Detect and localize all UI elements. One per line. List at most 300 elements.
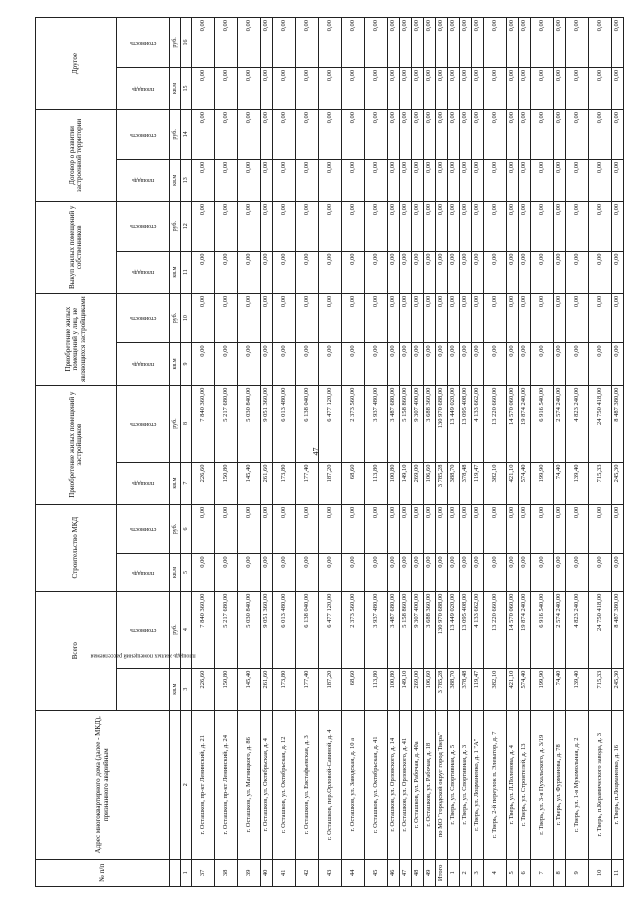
zero-cell: 0,00 — [388, 110, 400, 160]
unit-cell: кв.м — [170, 251, 181, 293]
zero-cell: 0,00 — [319, 67, 342, 109]
acq-dev-area: 388,70 — [448, 462, 460, 504]
zero-cell: 0,00 — [273, 293, 296, 343]
zero-cell: 0,00 — [261, 251, 273, 293]
zero-cell: 0,00 — [365, 67, 388, 109]
acq-dev-cost: 5 030 840,00 — [238, 385, 261, 462]
construction-area: 0,00 — [448, 554, 460, 591]
acq-dev-cost: 2 574 240,00 — [554, 385, 566, 462]
total-area: 113,80 — [365, 668, 388, 710]
zero-cell: 0,00 — [554, 110, 566, 160]
zero-cell: 0,00 — [484, 159, 507, 201]
zero-cell: 0,00 — [612, 201, 624, 251]
acq-dev-cost: 5 158 860,00 — [400, 385, 412, 462]
zero-cell: 0,00 — [424, 110, 436, 160]
zero-cell: 0,00 — [507, 251, 519, 293]
subheader-label: площадь — [131, 480, 154, 487]
zero-cell: 0,00 — [448, 293, 460, 343]
zero-cell: 0,00 — [472, 159, 484, 201]
total-area: 68,60 — [342, 668, 365, 710]
total-cost: 5 217 680,00 — [215, 591, 238, 668]
zero-cell: 0,00 — [365, 343, 388, 385]
zero-cell: 0,00 — [589, 67, 612, 109]
total-cost: 3 937 480,00 — [365, 591, 388, 668]
zero-cell: 0,00 — [531, 67, 554, 109]
zero-cell: 0,00 — [531, 343, 554, 385]
construction-cost: 0,00 — [296, 504, 319, 554]
row-address: г. Осташков, ул. Рабочая, д. 18 — [424, 710, 436, 859]
zero-cell: 0,00 — [448, 159, 460, 201]
acq-dev-cost: 6 477 120,00 — [319, 385, 342, 462]
total-cost: 4 133 662,00 — [472, 591, 484, 668]
subheader-cell — [117, 201, 170, 251]
total-cost: 6 477 120,00 — [319, 591, 342, 668]
zero-cell: 0,00 — [472, 251, 484, 293]
row-number: Итого — [436, 859, 448, 886]
zero-cell: 0,00 — [531, 251, 554, 293]
zero-cell: 0,00 — [566, 293, 589, 343]
zero-cell: 0,00 — [319, 293, 342, 343]
zero-cell: 0,00 — [215, 18, 238, 68]
zero-cell: 0,00 — [238, 159, 261, 201]
unit-cell — [170, 859, 181, 886]
zero-cell: 0,00 — [238, 293, 261, 343]
zero-cell: 0,00 — [424, 343, 436, 385]
unit-cell: руб. — [170, 201, 181, 251]
row-address: г. Осташков, ул. Октябрьская, д. 41 — [365, 710, 388, 859]
subheader-cell — [117, 343, 170, 385]
subheader-label: площадь — [131, 177, 154, 184]
total-area: 378,48 — [460, 668, 472, 710]
zero-cell: 0,00 — [342, 293, 365, 343]
zero-cell: 0,00 — [460, 201, 472, 251]
unit-cell: кв.м — [170, 67, 181, 109]
row-address: г. Осташков, ул. Орловского, д. 14 — [388, 710, 400, 859]
zero-cell: 0,00 — [424, 67, 436, 109]
acq-dev-area: 68,60 — [342, 462, 365, 504]
row-address: г. Тверь, п.Лоцманенко, д. 16 — [612, 710, 624, 859]
zero-cell: 0,00 — [296, 159, 319, 201]
zero-cell: 0,00 — [589, 159, 612, 201]
zero-cell: 0,00 — [448, 110, 460, 160]
acq-dev-area: 119,47 — [472, 462, 484, 504]
subheader-label: площадь — [131, 85, 154, 92]
subheader-cell — [117, 67, 170, 109]
zero-cell: 0,00 — [612, 159, 624, 201]
zero-cell: 0,00 — [215, 343, 238, 385]
zero-cell: 0,00 — [238, 343, 261, 385]
unit-cell: кв.м — [170, 343, 181, 385]
total-cost: 14 570 060,00 — [507, 591, 519, 668]
unit-cell: кв.м — [170, 159, 181, 201]
zero-cell: 0,00 — [566, 110, 589, 160]
row-address: г. Тверь, ул. Спортивная, д. 5 — [448, 710, 460, 859]
total-cost: 4 823 240,00 — [566, 591, 589, 668]
table-row — [273, 18, 296, 887]
zero-cell: 0,00 — [296, 110, 319, 160]
zero-cell: 0,00 — [507, 110, 519, 160]
total-area: 574,40 — [519, 668, 531, 710]
zero-cell: 0,00 — [261, 18, 273, 68]
total-area: 149,10 — [400, 668, 412, 710]
table-row — [412, 18, 424, 887]
total-area: 139,40 — [566, 668, 589, 710]
table-row — [566, 18, 589, 887]
zero-cell: 0,00 — [365, 251, 388, 293]
zero-cell: 0,00 — [436, 251, 448, 293]
acq-dev-area: 150,80 — [215, 462, 238, 504]
row-address: г. Тверь, 2-й переулок п. Элеватор, д. 7 — [484, 710, 507, 859]
page-number: 47 — [311, 447, 321, 456]
total-area: 261,60 — [261, 668, 273, 710]
acq-dev-cost: 3 487 680,00 — [388, 385, 400, 462]
subheader-cell — [117, 554, 170, 591]
row-number: 49 — [424, 859, 436, 886]
zero-cell: 0,00 — [192, 343, 215, 385]
zero-cell: 0,00 — [589, 110, 612, 160]
zero-cell: 0,00 — [531, 110, 554, 160]
construction-cost: 0,00 — [388, 504, 400, 554]
construction-area: 0,00 — [436, 554, 448, 591]
acq-dev-area: 715,33 — [589, 462, 612, 504]
zero-cell: 0,00 — [412, 110, 424, 160]
zero-cell: 0,00 — [400, 159, 412, 201]
zero-cell: 0,00 — [531, 159, 554, 201]
acq-dev-area: 113,80 — [365, 462, 388, 504]
row-address: г. Осташков, ул. Евстафьевская, д. 3 — [296, 710, 319, 859]
acq-dev-cost: 2 373 560,00 — [342, 385, 365, 462]
zero-cell: 0,00 — [365, 18, 388, 68]
zero-cell: 0,00 — [400, 110, 412, 160]
zero-cell: 0,00 — [519, 18, 531, 68]
construction-cost: 0,00 — [612, 504, 624, 554]
acq-dev-cost: 13 095 408,00 — [460, 385, 472, 462]
zero-cell: 0,00 — [519, 343, 531, 385]
subheader-cell — [117, 462, 170, 504]
table-row — [589, 18, 612, 887]
zero-cell: 0,00 — [215, 110, 238, 160]
total-area: 150,80 — [215, 668, 238, 710]
zero-cell: 0,00 — [388, 201, 400, 251]
zero-cell: 0,00 — [400, 201, 412, 251]
zero-cell: 0,00 — [238, 67, 261, 109]
zero-cell: 0,00 — [436, 293, 448, 343]
acq-dev-area: 173,80 — [273, 462, 296, 504]
zero-cell: 0,00 — [472, 67, 484, 109]
zero-cell: 0,00 — [273, 159, 296, 201]
zero-cell: 0,00 — [448, 18, 460, 68]
header-acq-nondev: Приобретение жилых помещений у лиц, не являющихся застройщиками — [36, 293, 117, 385]
table-row — [460, 18, 472, 887]
row-number: 4 — [484, 859, 507, 886]
column-index: 5 — [181, 554, 192, 591]
acq-dev-area: 574,40 — [519, 462, 531, 504]
construction-cost: 0,00 — [566, 504, 589, 554]
row-address: г. Тверь, ул. Лоцманенко, д. 1 "А" — [472, 710, 484, 859]
table-row — [192, 18, 215, 887]
subheader-label: стоимость — [129, 315, 156, 322]
zero-cell: 0,00 — [412, 67, 424, 109]
total-cost: 9 051 360,00 — [261, 591, 273, 668]
total-cost: 19 874 240,00 — [519, 591, 531, 668]
column-index: 2 — [181, 710, 192, 859]
table-row — [612, 18, 624, 887]
zero-cell: 0,00 — [507, 18, 519, 68]
column-index: 4 — [181, 591, 192, 668]
row-number: 39 — [238, 859, 261, 886]
zero-cell: 0,00 — [319, 343, 342, 385]
zero-cell: 0,00 — [484, 343, 507, 385]
zero-cell: 0,00 — [507, 293, 519, 343]
row-address: г. Тверь, п.Керамического завода, д. 3 — [589, 710, 612, 859]
zero-cell: 0,00 — [412, 201, 424, 251]
total-area: 177,40 — [296, 668, 319, 710]
header-num: № п/п — [36, 859, 170, 886]
zero-cell: 0,00 — [436, 201, 448, 251]
total-cost: 3 688 360,00 — [424, 591, 436, 668]
header-address: Адрес многоквартирного дома (далее - МКД), признанного аварийным — [36, 710, 170, 859]
subheader-cell — [117, 385, 170, 462]
construction-cost: 0,00 — [507, 504, 519, 554]
zero-cell: 0,00 — [612, 67, 624, 109]
construction-cost: 0,00 — [192, 504, 215, 554]
zero-cell: 0,00 — [519, 251, 531, 293]
total-area: 119,47 — [472, 668, 484, 710]
total-cost: 3 487 680,00 — [388, 591, 400, 668]
zero-cell: 0,00 — [424, 251, 436, 293]
unit-cell: руб. — [170, 18, 181, 68]
zero-cell: 0,00 — [424, 293, 436, 343]
table-row — [400, 18, 412, 887]
header-construction: Строительство МКД — [36, 504, 117, 591]
construction-cost: 0,00 — [400, 504, 412, 554]
zero-cell: 0,00 — [388, 251, 400, 293]
construction-area: 0,00 — [531, 554, 554, 591]
zero-cell: 0,00 — [261, 110, 273, 160]
header-total: Всего — [36, 591, 117, 710]
row-number: 10 — [589, 859, 612, 886]
zero-cell: 0,00 — [215, 159, 238, 201]
total-area: 245,30 — [612, 668, 624, 710]
acq-dev-area: 100,80 — [388, 462, 400, 504]
zero-cell: 0,00 — [566, 343, 589, 385]
acq-dev-area: 149,10 — [400, 462, 412, 504]
construction-cost: 0,00 — [484, 504, 507, 554]
row-number: 11 — [612, 859, 624, 886]
zero-cell: 0,00 — [192, 110, 215, 160]
zero-cell: 0,00 — [261, 201, 273, 251]
row-number: 37 — [192, 859, 215, 886]
zero-cell: 0,00 — [342, 18, 365, 68]
acq-dev-area: 106,60 — [424, 462, 436, 504]
zero-cell: 0,00 — [554, 293, 566, 343]
zero-cell: 0,00 — [507, 67, 519, 109]
zero-cell: 0,00 — [342, 159, 365, 201]
header-contract: Договор о развитии застроенной территории — [36, 110, 117, 202]
zero-cell: 0,00 — [412, 293, 424, 343]
zero-cell: 0,00 — [319, 18, 342, 68]
table-row — [319, 18, 342, 887]
column-index: 11 — [181, 251, 192, 293]
row-address: г. Осташков, пр-кт Ленинский, д. 24 — [215, 710, 238, 859]
construction-area: 0,00 — [296, 554, 319, 591]
row-number: 45 — [365, 859, 388, 886]
acq-dev-cost: 3 688 360,00 — [424, 385, 436, 462]
total-area: 199,90 — [531, 668, 554, 710]
zero-cell: 0,00 — [215, 251, 238, 293]
subheader-label: стоимость — [129, 223, 156, 230]
acq-dev-cost: 130 970 688,00 — [436, 385, 448, 462]
zero-cell: 0,00 — [400, 18, 412, 68]
column-index: 13 — [181, 159, 192, 201]
zero-cell: 0,00 — [342, 110, 365, 160]
construction-cost: 0,00 — [519, 504, 531, 554]
total-cost: 5 158 860,00 — [400, 591, 412, 668]
zero-cell: 0,00 — [507, 159, 519, 201]
total-area: 715,33 — [589, 668, 612, 710]
zero-cell: 0,00 — [484, 67, 507, 109]
subheader-cell — [117, 110, 170, 160]
acq-dev-cost: 14 570 060,00 — [507, 385, 519, 462]
row-address: г. Осташков, ул. Магницкого, д. 86 — [238, 710, 261, 859]
subheader-label: площадь — [131, 269, 154, 276]
column-index: 8 — [181, 385, 192, 462]
zero-cell: 0,00 — [460, 343, 472, 385]
subheader-cell — [117, 251, 170, 293]
zero-cell: 0,00 — [531, 201, 554, 251]
total-area: 100,80 — [388, 668, 400, 710]
subheader-label: площадь — [131, 569, 154, 576]
column-index: 16 — [181, 18, 192, 68]
unit-cell: руб. — [170, 293, 181, 343]
construction-area: 0,00 — [519, 554, 531, 591]
row-address: г. Осташков, пр-кт Ленинский, д. 21 — [192, 710, 215, 859]
zero-cell: 0,00 — [215, 201, 238, 251]
zero-cell: 0,00 — [400, 293, 412, 343]
zero-cell: 0,00 — [589, 201, 612, 251]
resettlement-table — [35, 17, 624, 887]
zero-cell: 0,00 — [388, 18, 400, 68]
total-cost: 13 095 408,00 — [460, 591, 472, 668]
total-cost: 5 030 840,00 — [238, 591, 261, 668]
unit-cell: руб. — [170, 504, 181, 554]
construction-cost: 0,00 — [436, 504, 448, 554]
zero-cell: 0,00 — [612, 110, 624, 160]
acq-dev-cost: 7 840 360,00 — [192, 385, 215, 462]
table-row — [215, 18, 238, 887]
zero-cell: 0,00 — [215, 293, 238, 343]
construction-area: 0,00 — [192, 554, 215, 591]
total-area: 269,00 — [412, 668, 424, 710]
table-row — [365, 18, 388, 887]
construction-area: 0,00 — [365, 554, 388, 591]
acq-dev-area: 269,00 — [412, 462, 424, 504]
zero-cell: 0,00 — [519, 201, 531, 251]
construction-area: 0,00 — [472, 554, 484, 591]
zero-cell: 0,00 — [566, 159, 589, 201]
total-cost: 6 916 540,00 — [531, 591, 554, 668]
construction-area: 0,00 — [273, 554, 296, 591]
column-index: 10 — [181, 293, 192, 343]
zero-cell: 0,00 — [192, 159, 215, 201]
row-address: г. Осташков, ул. Рабочая, д. 40а — [412, 710, 424, 859]
zero-cell: 0,00 — [261, 67, 273, 109]
acq-dev-area: 226,60 — [192, 462, 215, 504]
total-area: 3 785,28 — [436, 668, 448, 710]
construction-cost: 0,00 — [412, 504, 424, 554]
column-index: 9 — [181, 343, 192, 385]
zero-cell: 0,00 — [342, 201, 365, 251]
zero-cell: 0,00 — [612, 293, 624, 343]
zero-cell: 0,00 — [424, 159, 436, 201]
subheader-cell — [117, 18, 170, 68]
construction-area: 0,00 — [238, 554, 261, 591]
construction-area: 0,00 — [460, 554, 472, 591]
acq-dev-area: 177,40 — [296, 462, 319, 504]
zero-cell: 0,00 — [388, 159, 400, 201]
acq-dev-cost: 8 487 380,00 — [612, 385, 624, 462]
zero-cell: 0,00 — [238, 18, 261, 68]
construction-cost: 0,00 — [554, 504, 566, 554]
zero-cell: 0,00 — [448, 201, 460, 251]
zero-cell: 0,00 — [365, 110, 388, 160]
unit-cell: кв.м — [170, 462, 181, 504]
construction-area: 0,00 — [424, 554, 436, 591]
zero-cell: 0,00 — [342, 251, 365, 293]
row-number: 44 — [342, 859, 365, 886]
total-area: 226,60 — [192, 668, 215, 710]
construction-cost: 0,00 — [460, 504, 472, 554]
table-row — [296, 18, 319, 887]
zero-cell: 0,00 — [424, 18, 436, 68]
zero-cell: 0,00 — [388, 67, 400, 109]
zero-cell: 0,00 — [319, 251, 342, 293]
acq-dev-area: 3 785,28 — [436, 462, 448, 504]
acq-dev-cost: 3 937 480,00 — [365, 385, 388, 462]
column-index: 3 — [181, 668, 192, 710]
zero-cell: 0,00 — [319, 110, 342, 160]
construction-area: 0,00 — [612, 554, 624, 591]
table-row — [342, 18, 365, 887]
construction-area: 0,00 — [589, 554, 612, 591]
acq-dev-area: 378,48 — [460, 462, 472, 504]
header-buyout: Выкуп жилых помещений у собственников — [36, 201, 117, 293]
zero-cell: 0,00 — [472, 343, 484, 385]
construction-cost: 0,00 — [238, 504, 261, 554]
row-number: 9 — [566, 859, 589, 886]
zero-cell: 0,00 — [261, 293, 273, 343]
acq-dev-cost: 6 138 040,00 — [296, 385, 319, 462]
zero-cell: 0,00 — [273, 18, 296, 68]
total-cost: 8 487 380,00 — [612, 591, 624, 668]
zero-cell: 0,00 — [519, 110, 531, 160]
zero-cell: 0,00 — [484, 293, 507, 343]
zero-cell: 0,00 — [400, 67, 412, 109]
zero-cell: 0,00 — [342, 343, 365, 385]
zero-cell: 0,00 — [448, 343, 460, 385]
acq-dev-area: 187,20 — [319, 462, 342, 504]
construction-area: 0,00 — [554, 554, 566, 591]
row-address: г. Осташков, ул. Октябрьская, д. 4 — [261, 710, 273, 859]
header-acq-dev: Приобретение жилых помещений у застройщиков — [36, 385, 117, 504]
zero-cell: 0,00 — [566, 67, 589, 109]
table-row — [424, 18, 436, 887]
construction-area: 0,00 — [319, 554, 342, 591]
total-cost: 13 220 660,00 — [484, 591, 507, 668]
subheader-label: стоимость — [129, 420, 156, 427]
zero-cell: 0,00 — [238, 201, 261, 251]
table-row — [519, 18, 531, 887]
